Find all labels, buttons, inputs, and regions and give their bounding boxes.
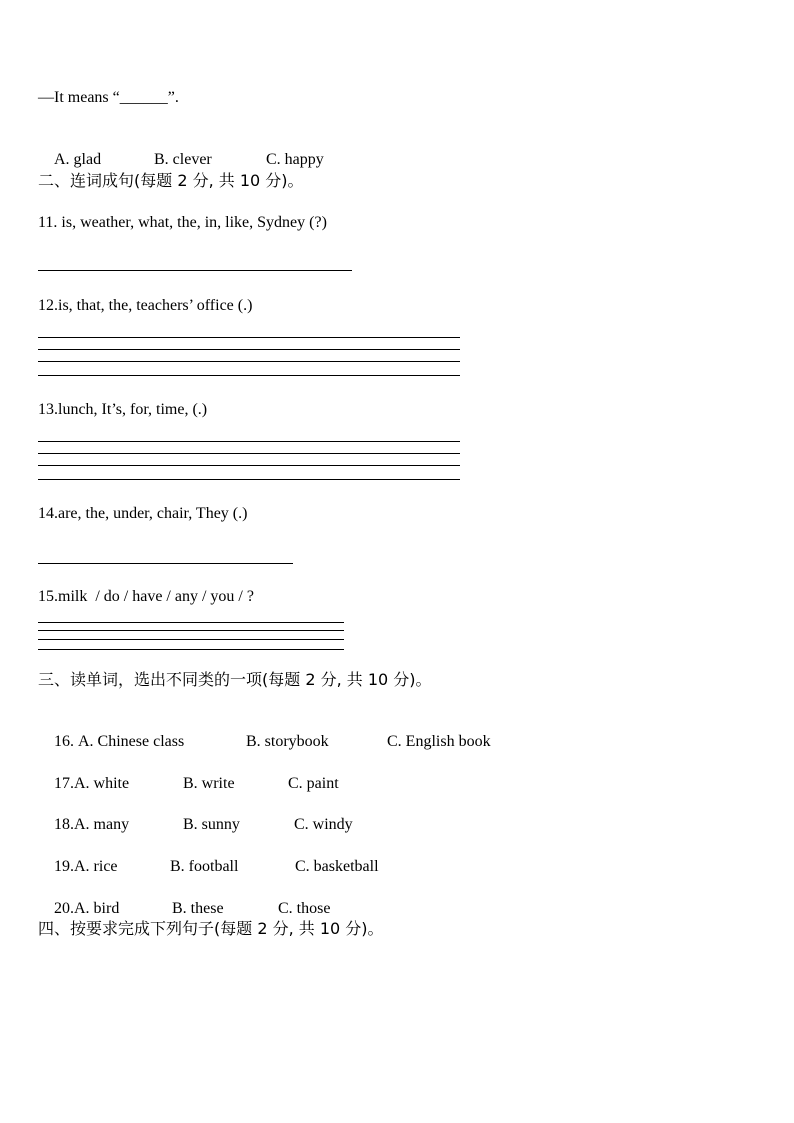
question-number: 19. <box>54 858 74 875</box>
answer-line <box>38 441 460 442</box>
answer-line <box>38 465 460 466</box>
question-15: 15.milk / do / have / any / you / ? <box>38 588 254 605</box>
option-c: C. happy <box>266 151 324 168</box>
answer-line <box>38 453 460 454</box>
option-c: C. English book <box>387 733 491 750</box>
answer-line <box>38 479 460 480</box>
option-c: C. windy <box>294 816 353 833</box>
option-a: A. white <box>74 775 130 792</box>
option-a: A. rice <box>74 858 118 875</box>
question-number: 20. <box>54 900 74 917</box>
question-number: 17. <box>54 775 74 792</box>
answer-line <box>38 361 460 362</box>
answer-line <box>38 337 460 338</box>
option-b: B. write <box>183 775 235 792</box>
option-a: A. glad <box>54 151 102 168</box>
question-14: 14.are, the, under, chair, They (.) <box>38 505 248 522</box>
answer-line <box>38 639 344 640</box>
question-13: 13.lunch, It’s, for, time, (.) <box>38 401 208 418</box>
question-11: 11. is, weather, what, the, in, like, Sydney (?) <box>38 214 327 231</box>
question-number: 18. <box>54 816 74 833</box>
question-12: 12.is, that, the, teachers’ office (.) <box>38 297 253 314</box>
section-2-heading: 二、连词成句(每题 2 分, 共 10 分)。 <box>38 171 304 190</box>
section-4-heading: 四、按要求完成下列句子(每题 2 分, 共 10 分)。 <box>38 919 384 938</box>
option-c: C. those <box>278 900 331 917</box>
option-b: B. football <box>170 858 239 875</box>
option-c: C. basketball <box>295 858 379 875</box>
option-a: A. bird <box>74 900 120 917</box>
answer-line <box>38 622 344 623</box>
option-b: B. clever <box>154 151 212 168</box>
answer-line <box>38 630 344 631</box>
answer-line <box>38 563 293 564</box>
section-3-heading: 三、读单词，选出不同类的一项(每题 2 分, 共 10 分)。 <box>38 670 432 689</box>
option-a: A. Chinese class <box>78 733 185 750</box>
answer-line <box>38 375 460 376</box>
option-b: B. sunny <box>183 816 240 833</box>
answer-line <box>38 649 344 650</box>
option-b: B. these <box>172 900 224 917</box>
question-number: 16. <box>54 733 78 750</box>
option-c: C. paint <box>288 775 339 792</box>
option-a: A. many <box>74 816 130 833</box>
question-10-stem: —It means “______”. <box>38 89 179 106</box>
answer-line <box>38 270 352 271</box>
answer-line <box>38 349 460 350</box>
option-b: B. storybook <box>246 733 329 750</box>
